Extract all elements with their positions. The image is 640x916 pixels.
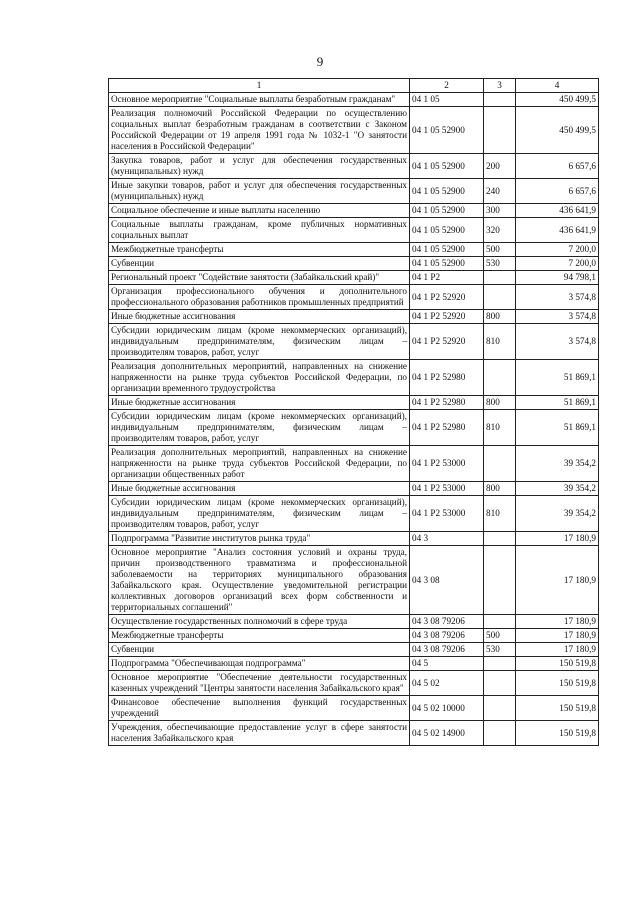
name-cell: Социальные выплаты гражданам, кроме публичных нормативных социальных выплат <box>109 218 410 243</box>
type-cell: 320 <box>484 218 516 243</box>
code-cell: 04 1 05 52900 <box>410 243 484 257</box>
amount-cell: 39 354,2 <box>516 496 599 532</box>
table-row <box>109 671 599 696</box>
code-cell: 04 5 <box>410 657 484 671</box>
code-cell: 04 1 P2 53000 <box>410 446 484 482</box>
amount-cell: 51 869,1 <box>516 396 599 410</box>
name-cell: Субвенции <box>109 643 410 657</box>
name-cell: Межбюджетные трансферты <box>109 243 410 257</box>
code-cell: 04 1 P2 52980 <box>410 396 484 410</box>
table-row <box>109 93 599 107</box>
type-cell <box>484 107 516 154</box>
code-cell: 04 1 P2 52980 <box>410 360 484 396</box>
table-row <box>109 696 599 721</box>
name-cell: Иные бюджетные ассигнования <box>109 310 410 324</box>
budget-table <box>108 78 599 746</box>
table-row <box>109 546 599 615</box>
name-cell: Межбюджетные трансферты <box>109 629 410 643</box>
type-cell <box>484 615 516 629</box>
type-cell <box>484 657 516 671</box>
amount-cell: 436 641,9 <box>516 218 599 243</box>
page-number: 9 <box>316 54 324 69</box>
type-cell <box>484 360 516 396</box>
amount-cell: 17 180,9 <box>516 546 599 615</box>
table-row <box>109 310 599 324</box>
type-cell: 810 <box>484 410 516 446</box>
header-cell-code: 2 <box>410 79 484 93</box>
amount-cell: 450 499,5 <box>516 107 599 154</box>
code-cell: 04 1 P2 <box>410 271 484 285</box>
amount-cell: 150 519,8 <box>516 671 599 696</box>
type-cell <box>484 721 516 746</box>
table-row <box>109 360 599 396</box>
table-row <box>109 643 599 657</box>
name-cell: Субсидии юридическим лицам (кроме некоммерческих организаций), индивидуальным предпринимателям, физическим лицам – производителям товаров, работ, услуг <box>109 410 410 446</box>
amount-cell: 17 180,9 <box>516 615 599 629</box>
name-cell: Основное мероприятие "Обеспечение деятельности государственных казенных учреждений "Центры занятости населения Забайкальского края" <box>109 671 410 696</box>
type-cell: 800 <box>484 310 516 324</box>
table-row <box>109 396 599 410</box>
code-cell: 04 1 05 52900 <box>410 257 484 271</box>
type-cell: 810 <box>484 324 516 360</box>
name-cell: Осуществление государственных полномочий в сфере труда <box>109 615 410 629</box>
amount-cell: 3 574,8 <box>516 285 599 310</box>
name-cell: Учреждения, обеспечивающие предоставление услуг в сфере занятости населения Забайкальского края <box>109 721 410 746</box>
table-row <box>109 482 599 496</box>
code-cell: 04 3 <box>410 532 484 546</box>
type-cell <box>484 532 516 546</box>
type-cell: 240 <box>484 179 516 204</box>
amount-cell: 150 519,8 <box>516 696 599 721</box>
table-row <box>109 154 599 179</box>
type-cell <box>484 671 516 696</box>
code-cell: 04 1 05 52900 <box>410 179 484 204</box>
table-row <box>109 410 599 446</box>
table-row <box>109 218 599 243</box>
type-cell <box>484 546 516 615</box>
code-cell: 04 1 05 52900 <box>410 107 484 154</box>
table-row <box>109 615 599 629</box>
name-cell: Реализация дополнительных мероприятий, направленных на снижение напряженности на рынке труда субъектов Российской Федерации, по организации временного трудоустройства <box>109 360 410 396</box>
code-cell: 04 3 08 79206 <box>410 643 484 657</box>
name-cell: Основное мероприятие "Анализ состояния условий и охраны труда, причин производственного травматизма и профессиональной заболеваемости на территориях муниципального образования Забайкальского края. Осуществление уведомительной регистрации коллективных договоров организаций всех форм собственности и территориальных соглашений" <box>109 546 410 615</box>
amount-cell: 17 180,9 <box>516 629 599 643</box>
amount-cell: 7 200,0 <box>516 257 599 271</box>
table-row <box>109 243 599 257</box>
name-cell: Социальное обеспечение и иные выплаты населению <box>109 204 410 218</box>
table-row <box>109 257 599 271</box>
type-cell: 800 <box>484 396 516 410</box>
amount-cell: 51 869,1 <box>516 360 599 396</box>
table-row <box>109 446 599 482</box>
name-cell: Реализация дополнительных мероприятий, направленных на снижение напряженности на рынке труда субъектов Российской Федерации, по организации общественных работ <box>109 446 410 482</box>
amount-cell: 94 798,1 <box>516 271 599 285</box>
amount-cell: 150 519,8 <box>516 657 599 671</box>
table-row <box>109 107 599 154</box>
table-row <box>109 179 599 204</box>
amount-cell: 6 657,6 <box>516 154 599 179</box>
amount-cell: 7 200,0 <box>516 243 599 257</box>
code-cell: 04 1 P2 53000 <box>410 482 484 496</box>
name-cell: Региональный проект "Содействие занятости (Забайкальский край)" <box>109 271 410 285</box>
type-cell: 500 <box>484 629 516 643</box>
name-cell: Закупка товаров, работ и услуг для обеспечения государственных (муниципальных) нужд <box>109 154 410 179</box>
code-cell: 04 5 02 10000 <box>410 696 484 721</box>
name-cell: Подпрограмма "Обеспечивающая подпрограмма" <box>109 657 410 671</box>
amount-cell: 3 574,8 <box>516 324 599 360</box>
amount-cell: 51 869,1 <box>516 410 599 446</box>
header-cell-name: 1 <box>109 79 410 93</box>
code-cell: 04 5 02 <box>410 671 484 696</box>
name-cell: Субсидии юридическим лицам (кроме некоммерческих организаций), индивидуальным предпринимателям, физическим лицам – производителям товаров, работ, услуг <box>109 324 410 360</box>
code-cell: 04 1 P2 52920 <box>410 324 484 360</box>
type-cell: 530 <box>484 257 516 271</box>
table-row <box>109 204 599 218</box>
code-cell: 04 1 P2 52920 <box>410 285 484 310</box>
name-cell: Реализация полномочий Российской Федерации по осуществлению социальных выплат безработным гражданам в соответствии с Законом Российской Федерации от 19 апреля 1991 года № 1032-1 "О занятости населения в Российской Федерации" <box>109 107 410 154</box>
code-cell: 04 1 05 <box>410 93 484 107</box>
code-cell: 04 1 05 52900 <box>410 154 484 179</box>
type-cell: 810 <box>484 496 516 532</box>
amount-cell: 39 354,2 <box>516 446 599 482</box>
code-cell: 04 1 05 52900 <box>410 218 484 243</box>
table-row <box>109 285 599 310</box>
code-cell: 04 3 08 79206 <box>410 629 484 643</box>
code-cell: 04 1 P2 53000 <box>410 496 484 532</box>
type-cell: 200 <box>484 154 516 179</box>
name-cell: Субвенции <box>109 257 410 271</box>
amount-cell: 436 641,9 <box>516 204 599 218</box>
amount-cell: 39 354,2 <box>516 482 599 496</box>
table-row <box>109 629 599 643</box>
type-cell: 300 <box>484 204 516 218</box>
name-cell: Основное мероприятие "Социальные выплаты безработным гражданам" <box>109 93 410 107</box>
code-cell: 04 3 08 79206 <box>410 615 484 629</box>
name-cell: Финансовое обеспечение выполнения функций государственных учреждений <box>109 696 410 721</box>
name-cell: Подпрограмма "Развитие институтов рынка труда" <box>109 532 410 546</box>
name-cell: Иные бюджетные ассигнования <box>109 482 410 496</box>
table-row <box>109 324 599 360</box>
type-cell <box>484 285 516 310</box>
code-cell: 04 5 02 14900 <box>410 721 484 746</box>
code-cell: 04 3 08 <box>410 546 484 615</box>
type-cell <box>484 446 516 482</box>
code-cell: 04 1 05 52900 <box>410 204 484 218</box>
code-cell: 04 1 P2 52920 <box>410 310 484 324</box>
table-row <box>109 271 599 285</box>
type-cell: 530 <box>484 643 516 657</box>
type-cell <box>484 696 516 721</box>
table-row <box>109 721 599 746</box>
header-cell-amount: 4 <box>516 79 599 93</box>
amount-cell: 150 519,8 <box>516 721 599 746</box>
code-cell: 04 1 P2 52980 <box>410 410 484 446</box>
table-row <box>109 496 599 532</box>
table-row <box>109 657 599 671</box>
type-cell: 800 <box>484 482 516 496</box>
amount-cell: 17 180,9 <box>516 532 599 546</box>
type-cell: 500 <box>484 243 516 257</box>
amount-cell: 3 574,8 <box>516 310 599 324</box>
name-cell: Субсидии юридическим лицам (кроме некоммерческих организаций), индивидуальным предпринимателям, физическим лицам – производителям товаров, работ, услуг <box>109 496 410 532</box>
name-cell: Иные закупки товаров, работ и услуг для обеспечения государственных (муниципальных) нужд <box>109 179 410 204</box>
amount-cell: 17 180,9 <box>516 643 599 657</box>
type-cell <box>484 271 516 285</box>
table-header-row <box>109 79 599 93</box>
type-cell <box>484 93 516 107</box>
name-cell: Организация профессионального обучения и дополнительного профессионального образования работников промышленных предприятий <box>109 285 410 310</box>
amount-cell: 6 657,6 <box>516 179 599 204</box>
amount-cell: 450 499,5 <box>516 93 599 107</box>
header-cell-type: 3 <box>484 79 516 93</box>
table-row <box>109 532 599 546</box>
name-cell: Иные бюджетные ассигнования <box>109 396 410 410</box>
